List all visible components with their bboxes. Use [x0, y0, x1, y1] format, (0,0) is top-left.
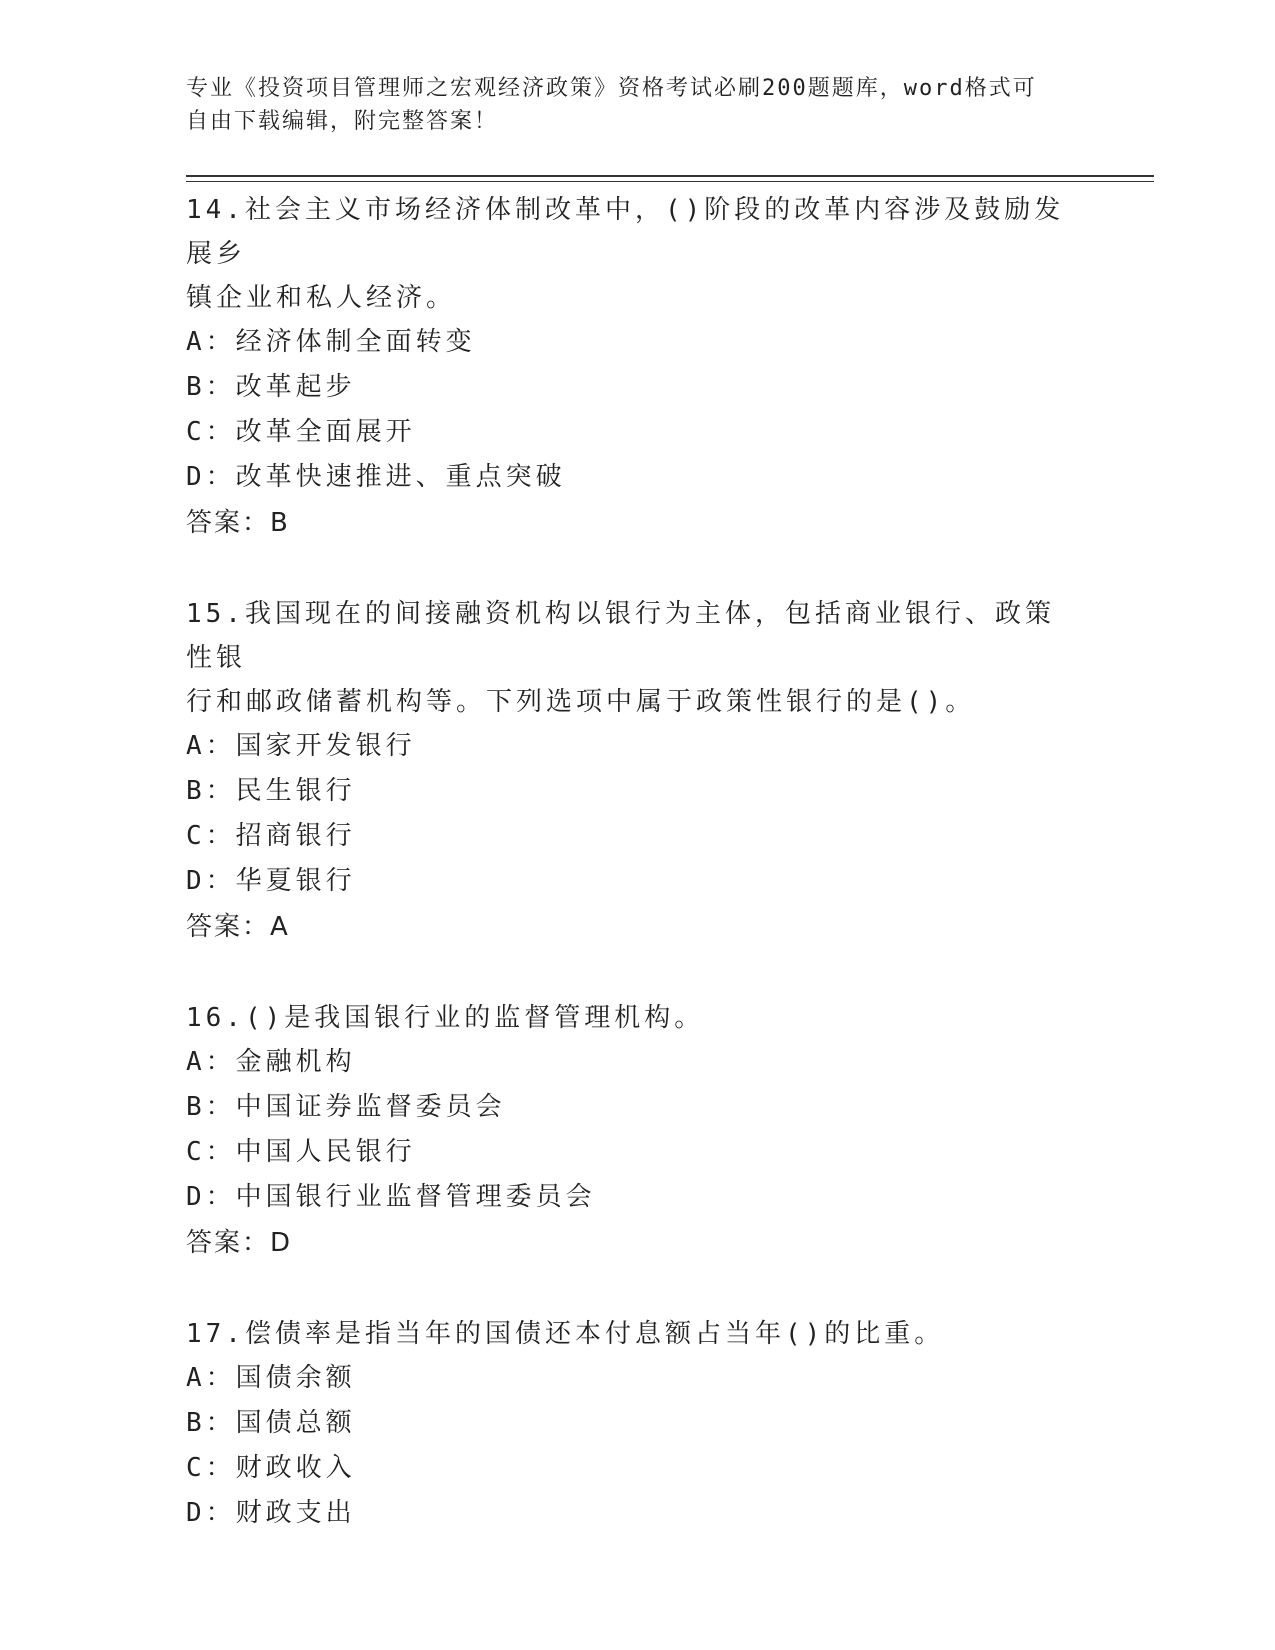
header-divider-thin — [186, 181, 1154, 182]
option-a: A：国家开发银行 — [186, 731, 416, 761]
question-stem-continued: 镇企业和私人经济。 — [186, 283, 457, 313]
answer: 答案：B — [186, 508, 290, 538]
option-d: D：中国银行业监督管理委员会 — [186, 1182, 596, 1212]
option-c: C：招商银行 — [186, 821, 356, 851]
option-b: B：国债总额 — [186, 1408, 356, 1438]
option-d: D：财政支出 — [186, 1498, 356, 1528]
question-16 — [186, 996, 1066, 1266]
question-stem-continued: 行和邮政储蓄机构等。下列选项中属于政策性银行的是()。 — [186, 687, 976, 717]
question-stem: 15.我国现在的间接融资机构以银行为主体，包括商业银行、政策性银 — [186, 599, 1055, 673]
option-b: B：中国证券监督委员会 — [186, 1092, 506, 1122]
option-b: B：民生银行 — [186, 776, 356, 806]
option-a: A：金融机构 — [186, 1047, 356, 1077]
question-stem: 14.社会主义市场经济体制改革中，()阶段的改革内容涉及鼓励发展乡 — [186, 195, 1065, 269]
question-stem: 16.()是我国银行业的监督管理机构。 — [186, 1003, 705, 1033]
option-c: C：改革全面展开 — [186, 417, 416, 447]
option-d: D：华夏银行 — [186, 866, 356, 896]
answer: 答案：A — [186, 912, 290, 942]
header-line-1: 专业《投资项目管理师之宏观经济政策》资格考试必刷200题题库，word格式可 — [186, 76, 1037, 101]
question-15 — [186, 592, 1066, 950]
option-c: C：财政收入 — [186, 1453, 356, 1483]
header-line-2: 自由下载编辑，附完整答案！ — [186, 109, 499, 134]
question-14 — [186, 188, 1066, 546]
option-b: B：改革起步 — [186, 372, 356, 402]
option-a: A：经济体制全面转变 — [186, 327, 476, 357]
option-d: D：改革快速推进、重点突破 — [186, 462, 566, 492]
document-header — [186, 72, 1086, 138]
question-stem: 17.偿债率是指当年的国债还本付息额占当年()的比重。 — [186, 1319, 945, 1349]
option-a: A：国债余额 — [186, 1363, 356, 1393]
answer: 答案：D — [186, 1228, 293, 1258]
option-c: C：中国人民银行 — [186, 1137, 416, 1167]
header-divider — [186, 175, 1154, 177]
question-list — [186, 188, 1066, 1582]
question-17 — [186, 1312, 1066, 1536]
